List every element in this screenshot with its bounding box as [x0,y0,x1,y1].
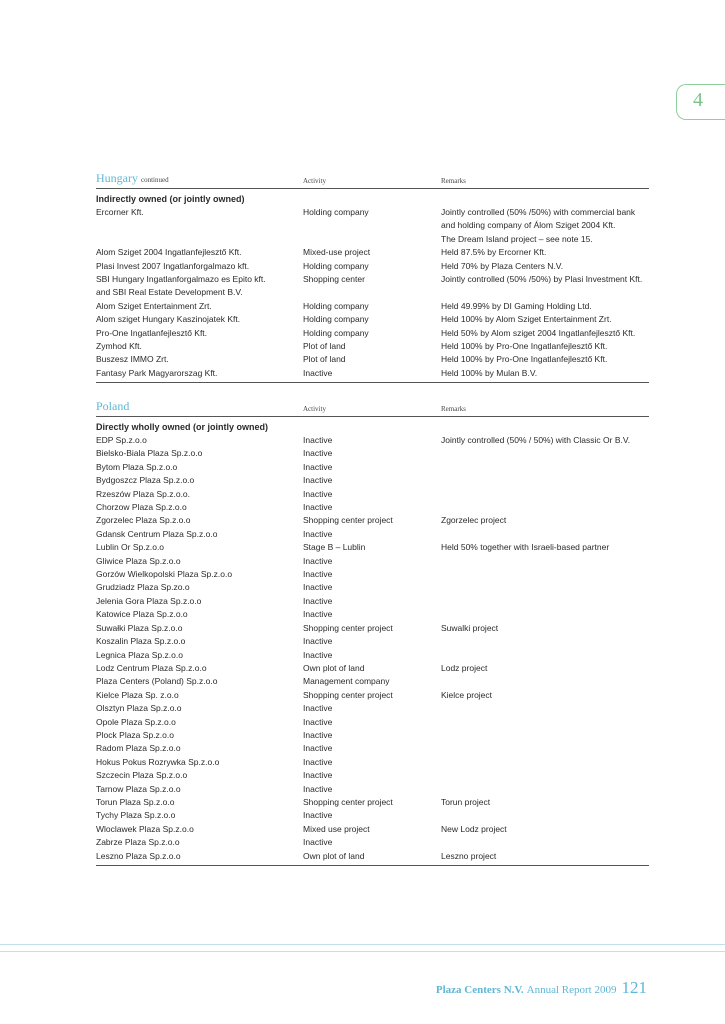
entity-name: Buszesz IMMO Zrt. [96,354,169,365]
activity-cell: Inactive [303,367,333,378]
remarks-line: Torun project [441,796,491,807]
entity-name: Jelenia Gora Plaza Sp.z.o.o [96,595,202,606]
entity-name: Plasi Invest 2007 Ingatlanforgalmazo kft. [96,260,250,271]
table-row [96,595,649,608]
remarks-cell [441,246,656,259]
table-row [96,246,649,259]
table-row [96,260,649,273]
poland-rows [96,434,649,863]
activity-cell: Inactive [303,502,333,513]
remarks-cell [441,313,656,326]
entity-name: Katowice Plaza Sp.z.o.o [96,609,188,620]
entity-name: Hokus Pokus Rozrywka Sp.z.o.o [96,756,220,767]
entity-name: Bytom Plaza Sp.z.o.o [96,461,178,472]
activity-cell: Shopping center project [303,689,393,700]
entity-name: Tychy Plaza Sp.z.o.o [96,810,176,821]
activity-cell: Own plot of land [303,850,365,861]
activity-cell: Holding company [303,207,369,217]
hungary-section [96,170,649,383]
entity-name: Opole Plaza Sp.z.o.o [96,716,176,727]
entity-name: Bydgoszcz Plaza Sp.z.o.o [96,475,195,486]
table-row [96,541,649,554]
remarks-line: Held 50% together with Israeli-based partner [441,542,610,553]
table-row [96,581,649,594]
entity-name: Suwałki Plaza Sp.z.o.o [96,622,183,633]
chapter-tab [676,84,725,120]
table-row [96,769,649,782]
column-header-activity: Activity [303,177,326,185]
activity-cell: Shopping center project [303,796,393,807]
entity-cell [96,742,296,755]
remarks-line: Held 100% by Pro-One Ingatlanfejlesztő Kft. [441,354,608,365]
remarks-cell [441,662,656,675]
remarks-line: The Dream Island project – see note 15. [441,233,593,244]
remarks-cell [441,541,656,554]
remarks-cell [441,353,656,366]
footer-company: Plaza Centers N.V. [435,984,524,996]
entity-cell [96,702,296,715]
entity-name: Grudziadz Plaza Sp.zo.o [96,582,190,593]
activity-cell: Inactive [303,770,333,781]
entity-name: Leszno Plaza Sp.z.o.o [96,850,181,861]
entity-name: Plock Plaza Sp.z.o.o [96,729,174,740]
activity-cell: Mixed use project [303,823,370,834]
remarks-cell [441,300,656,313]
remarks-line: Held 49.99% by DI Gaming Holding Ltd. [441,300,592,311]
table-row [96,662,649,675]
activity-cell: Inactive [303,582,333,593]
entity-cell [96,206,296,219]
table-row [96,514,649,527]
entity-cell [96,783,296,796]
footer-rule [0,944,725,952]
entity-name: Pro-One Ingatlanfejlesztő Kft. [96,327,208,338]
table-row [96,742,649,755]
entity-name: Legnica Plaza Sp.z.o.o [96,649,183,660]
remarks-cell [441,434,656,447]
poland-header [96,398,649,417]
remarks-cell [441,327,656,340]
entity-name: Gdansk Centrum Plaza Sp.z.o.o [96,528,218,539]
entity-cell [96,514,296,527]
entity-cell [96,300,296,313]
section-divider [96,382,649,383]
activity-cell: Inactive [303,837,333,848]
activity-cell: Inactive [303,756,333,767]
entity-cell [96,823,296,836]
remarks-line: Held 87.5% by Ercorner Kft. [441,247,547,258]
table-row [96,206,649,246]
activity-cell: Inactive [303,783,333,794]
entity-name: EDP Sp.z.o.o [96,435,147,445]
remarks-cell [441,273,656,286]
table-row [96,622,649,635]
activity-cell: Inactive [303,435,333,445]
column-header-remarks: Remarks [441,177,466,185]
activity-cell: Shopping center project [303,622,393,633]
table-row [96,823,649,836]
entity-cell [96,353,296,366]
remarks-line: Suwalki project [441,622,499,633]
entity-name: Lodz Centrum Plaza Sp.z.o.o [96,662,207,673]
activity-cell: Inactive [303,488,333,499]
activity-cell: Plot of land [303,354,346,365]
footer-report: Annual Report 2009 [526,984,617,996]
activity-cell: Inactive [303,810,333,821]
table-row [96,488,649,501]
table-row [96,461,649,474]
entity-cell [96,260,296,273]
entity-cell [96,367,296,380]
entity-cell [96,340,296,353]
entity-cell [96,313,296,326]
table-row [96,501,649,514]
poland-section [96,398,649,866]
entity-cell [96,501,296,514]
entity-name: Alom Sziget 2004 Ingatlanfejlesztő Kft. [96,247,242,258]
table-row [96,434,649,447]
remarks-line: Zgorzelec project [441,515,507,526]
remarks-cell [441,206,656,246]
table-row [96,528,649,541]
entity-name: Kielce Plaza Sp. z.o.o [96,689,179,700]
activity-cell: Shopping center project [303,515,393,526]
remarks-line: Jointly controlled (50% / 50%) with Classic Or B.V. [441,435,631,445]
remarks-line: Jointly controlled (50% /50%) with commercial bank [441,207,636,217]
entity-cell [96,662,296,675]
table-row [96,474,649,487]
remarks-cell [441,367,656,380]
entity-name: Alom sziget Hungary Kaszinojatek Kft. [96,314,241,325]
remarks-line: Held 100% by Alom Sziget Entertainment Zrt. [441,314,612,325]
table-row [96,608,649,621]
entity-name: Chorzow Plaza Sp.z.o.o [96,502,187,513]
activity-cell: Inactive [303,609,333,620]
table-row [96,635,649,648]
activity-cell: Inactive [303,448,333,459]
table-row [96,555,649,568]
entity-name: Gliwice Plaza Sp.z.o.o [96,555,181,566]
table-row [96,836,649,849]
entity-cell [96,581,296,594]
table-row [96,850,649,863]
entity-cell [96,568,296,581]
chapter-number: 4 [693,89,703,111]
entity-cell [96,474,296,487]
table-row [96,273,649,300]
activity-cell: Management company [303,676,390,687]
section-divider [96,865,649,866]
remarks-cell [441,340,656,353]
column-header-activity: Activity [303,405,326,413]
remarks-line: Held 70% by Plaza Centers N.V. [441,260,564,271]
activity-cell: Inactive [303,743,333,754]
hungary-header [96,170,649,189]
entity-name: Koszalin Plaza Sp.z.o.o [96,636,186,647]
entity-name: Fantasy Park Magyarorszag Kft. [96,367,218,378]
entity-cell [96,595,296,608]
entity-cell [96,850,296,863]
table-row [96,300,649,313]
activity-cell: Inactive [303,569,333,580]
remarks-line: Held 50% by Alom sziget 2004 Ingatlanfejlesztő Kft. [441,327,636,338]
activity-cell: Holding company [303,327,369,338]
entity-name: Zabrze Plaza Sp.z.o.o [96,837,180,848]
activity-cell: Inactive [303,703,333,714]
table-row [96,568,649,581]
remarks-line: Jointly controlled (50% /50%) by Plasi Investment Kft. [441,274,643,284]
table-row [96,353,649,366]
table-row [96,783,649,796]
remarks-line: Lodz project [441,662,488,673]
entity-cell [96,716,296,729]
ownership-subheading: Indirectly owned (or jointly owned) [96,194,245,204]
entity-cell [96,541,296,554]
remarks-cell [441,796,656,809]
table-row [96,756,649,769]
entity-name: SBI Hungary Ingatlanforgalmazo es Epito kft. [96,274,266,284]
activity-cell: Inactive [303,729,333,740]
country-heading [96,171,169,186]
country-name: Poland [96,399,130,413]
activity-cell: Inactive [303,475,333,486]
remarks-cell [441,689,656,702]
entity-cell [96,649,296,662]
entity-name-line2: and SBI Real Estate Development B.V. [96,287,243,298]
entity-name: Plaza Centers (Poland) Sp.z.o.o [96,676,218,687]
table-row [96,340,649,353]
table-row [96,809,649,822]
activity-cell: Inactive [303,528,333,539]
entity-cell [96,447,296,460]
entity-cell [96,635,296,648]
entity-cell [96,246,296,259]
entity-name: Alom Sziget Entertainment Zrt. [96,300,212,311]
entity-cell [96,461,296,474]
entity-name: Zymhod Kft. [96,341,142,352]
page-number: 121 [621,978,647,997]
activity-cell: Own plot of land [303,662,365,673]
ownership-subheading: Directly wholly owned (or jointly owned) [96,422,269,432]
activity-cell: Plot of land [303,341,346,352]
entity-cell [96,528,296,541]
entity-name: Tarnow Plaza Sp.z.o.o [96,783,181,794]
table-row [96,675,649,688]
remarks-cell [441,260,656,273]
country-name: Hungary [96,171,138,185]
table-row [96,649,649,662]
activity-cell: Holding company [303,260,369,271]
activity-cell: Holding company [303,300,369,311]
entity-cell [96,622,296,635]
column-header-remarks: Remarks [441,405,466,413]
remarks-line: Leszno project [441,850,497,861]
activity-cell: Shopping center [303,274,365,284]
entity-cell [96,555,296,568]
entity-name: Szczecin Plaza Sp.z.o.o [96,770,188,781]
table-row [96,327,649,340]
entity-cell [96,809,296,822]
entity-name: Rzeszów Plaza Sp.z.o.o. [96,488,191,499]
entity-cell [96,836,296,849]
continued-label: continued [141,176,169,184]
entity-cell [96,327,296,340]
activity-cell: Stage B – Lublin [303,542,366,553]
entity-name: Lublin Or Sp.z.o.o [96,542,165,553]
table-row [96,729,649,742]
table-row [96,716,649,729]
table-row [96,702,649,715]
table-row [96,447,649,460]
entity-name: Olsztyn Plaza Sp.z.o.o [96,703,182,714]
activity-cell: Mixed-use project [303,247,371,258]
entity-cell [96,769,296,782]
entity-cell [96,756,296,769]
entity-cell [96,689,296,702]
table-row [96,313,649,326]
entity-cell [96,796,296,809]
entity-name: Zgorzelec Plaza Sp.z.o.o [96,515,191,526]
entity-name: Gorzów Wielkopolski Plaza Sp.z.o.o [96,569,233,580]
remarks-line: Held 100% by Pro-One Ingatlanfejlesztő Kft. [441,341,608,352]
remarks-line: Held 100% by Mulan B.V. [441,367,538,378]
remarks-line: New Lodz project [441,823,507,834]
entity-cell [96,273,296,300]
activity-cell: Inactive [303,716,333,727]
entity-name: Bielsko-Biala Plaza Sp.z.o.o [96,448,203,459]
table-row [96,796,649,809]
page-footer [436,978,647,998]
activity-cell: Inactive [303,649,333,660]
entity-name: Ercorner Kft. [96,207,144,217]
activity-cell: Inactive [303,555,333,566]
entity-name: Radom Plaza Sp.z.o.o [96,743,181,754]
hungary-rows [96,206,649,380]
entity-name: Wloclawek Plaza Sp.z.o.o [96,823,194,834]
table-row [96,689,649,702]
entity-name: Torun Plaza Sp.z.o.o [96,796,175,807]
remarks-cell [441,823,656,836]
remarks-cell [441,850,656,863]
table-row [96,367,649,380]
entity-cell [96,488,296,501]
remarks-cell [441,622,656,635]
activity-cell: Inactive [303,636,333,647]
entity-cell [96,434,296,447]
entity-cell [96,729,296,742]
activity-cell: Inactive [303,595,333,606]
activity-cell: Inactive [303,461,333,472]
remarks-line: and holding company of Álom Sziget 2004 Kft. [441,220,616,231]
remarks-cell [441,514,656,527]
entity-cell [96,675,296,688]
entity-cell [96,608,296,621]
remarks-line: Kielce project [441,689,493,700]
activity-cell: Holding company [303,314,369,325]
